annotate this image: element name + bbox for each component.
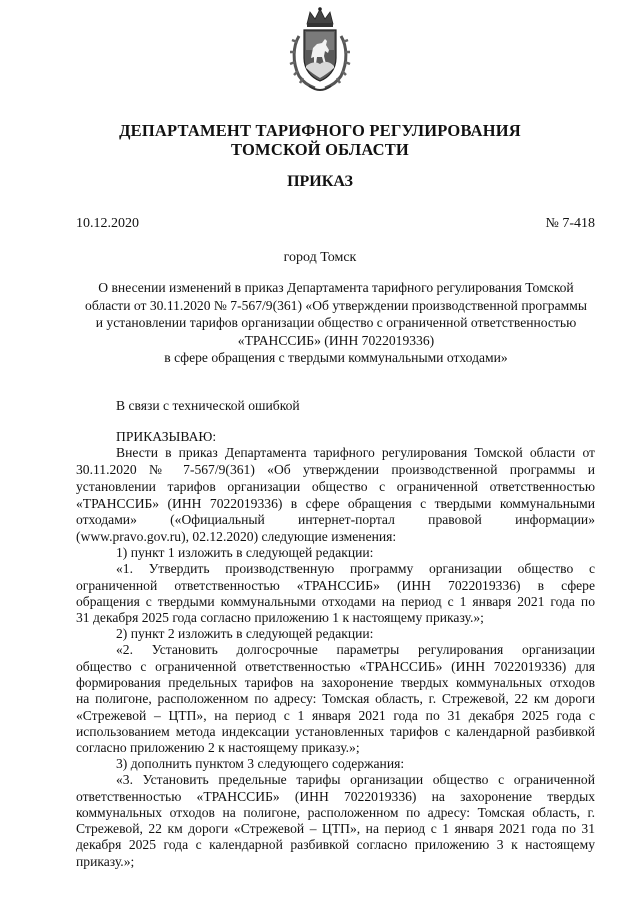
subject-line: «ТРАНССИБ» (ИНН 7022019336) <box>237 332 435 348</box>
order-word: ПРИКАЗЫВАЮ: <box>116 429 217 444</box>
body-line: приказу.»; <box>76 854 135 869</box>
subject-line: в сфере обращения с твердыми коммунальными отходами» <box>164 350 508 366</box>
document-subject <box>76 279 596 367</box>
body-line: 30.11.2020 № 7-567/9(361) «Об утверждении производственной программы и <box>76 462 595 477</box>
body-line: коммунальных отходов на полигоне, расположенном по адресу: Томская область, г. <box>76 805 595 820</box>
body-line: 3) дополнить пунктом 3 следующего содержания: <box>116 756 405 771</box>
body-line: обращения с твердыми коммунальными отходами на период с 1 января 2021 года по <box>76 594 595 609</box>
body-line: на полигоне, расположенном по адресу: Томская область, г. Стрежевой, 22 км дороги <box>76 691 595 706</box>
tomsk-region-coat-of-arms-icon <box>289 6 351 94</box>
subject-line: О внесении изменений в приказ Департамента тарифного регулирования Томской <box>98 280 574 295</box>
body-line: общество с ограниченной ответственностью «ТРАНССИБ» (ИНН 7022019336) для <box>76 659 595 674</box>
document-city: город Томск <box>283 250 357 265</box>
body-line: использованием метода индексации установленных тарифов с календарной разбивкой <box>76 724 595 739</box>
body-line: 31 декабря 2025 года согласно приложению 1 к настоящему приказу.»; <box>76 610 484 625</box>
document-number: № 7-418 <box>545 216 595 231</box>
document-type: ПРИКАЗ <box>287 173 353 190</box>
body-line: «Стрежевой – ЦТП», на период с 1 января 2021 года по 31 декабря 2025 года с <box>76 708 595 723</box>
body-line: «ТРАНССИБ» (ИНН 7022019336) в сфере обращения с твердыми коммунальными <box>76 496 595 511</box>
body-line: Стрежевой, 22 км дороги «Стрежевой – ЦТП», на период с 1 января 2021 года по 31 <box>76 821 595 836</box>
body-line: «1. Утвердить производственную программу организации общество с <box>116 561 595 576</box>
body-line: Внести в приказ Департамента тарифного регулирования Томской области от <box>116 445 595 460</box>
body-line: 2) пункт 2 изложить в следующей редакции: <box>116 626 374 641</box>
body-line: 1) пункт 1 изложить в следующей редакции: <box>116 545 374 560</box>
body-line: «3. Установить предельные тарифы организации общество с ограниченной <box>116 772 595 787</box>
subject-line: и установлении тарифов организации общество с ограниченной ответственностью <box>95 315 577 331</box>
subject-line: области от 30.11.2020 № 7-567/9(361) «Об утверждении производственной программы <box>85 297 587 313</box>
body-line: «2. Установить долгосрочные параметры регулирования организации <box>116 642 595 657</box>
body-line: ограниченной ответственностью «ТРАНССИБ» (ИНН 7022019336) в сфере <box>76 578 595 593</box>
body-line: установлении тарифов организации общество с ограниченной ответственностью <box>76 479 595 494</box>
org-title-line-1: ДЕПАРТАМЕНТ ТАРИФНОГО РЕГУЛИРОВАНИЯ <box>119 121 521 140</box>
reason-text: В связи с технической ошибкой <box>116 398 300 413</box>
org-title-line-2: ТОМСКОЙ ОБЛАСТИ <box>231 140 409 159</box>
body-line: формирования предельных тарифов на захоронение твердых коммунальных отходов <box>76 675 595 690</box>
body-line: согласно приложению 2 к настоящему приказу.»; <box>76 740 360 755</box>
body-line: отходами» («Официальный интернет-портал правовой информации» <box>76 512 595 527</box>
body-line: декабря 2025 года с календарной разбивкой согласно приложению 3 к настоящему <box>76 837 595 852</box>
document-date: 10.12.2020 <box>76 216 139 231</box>
body-line: ответственностью «ТРАНССИБ» (ИНН 7022019336) на захоронение твердых <box>76 789 595 804</box>
body-line: (www.pravo.gov.ru), 02.12.2020) следующие изменения: <box>76 529 397 544</box>
